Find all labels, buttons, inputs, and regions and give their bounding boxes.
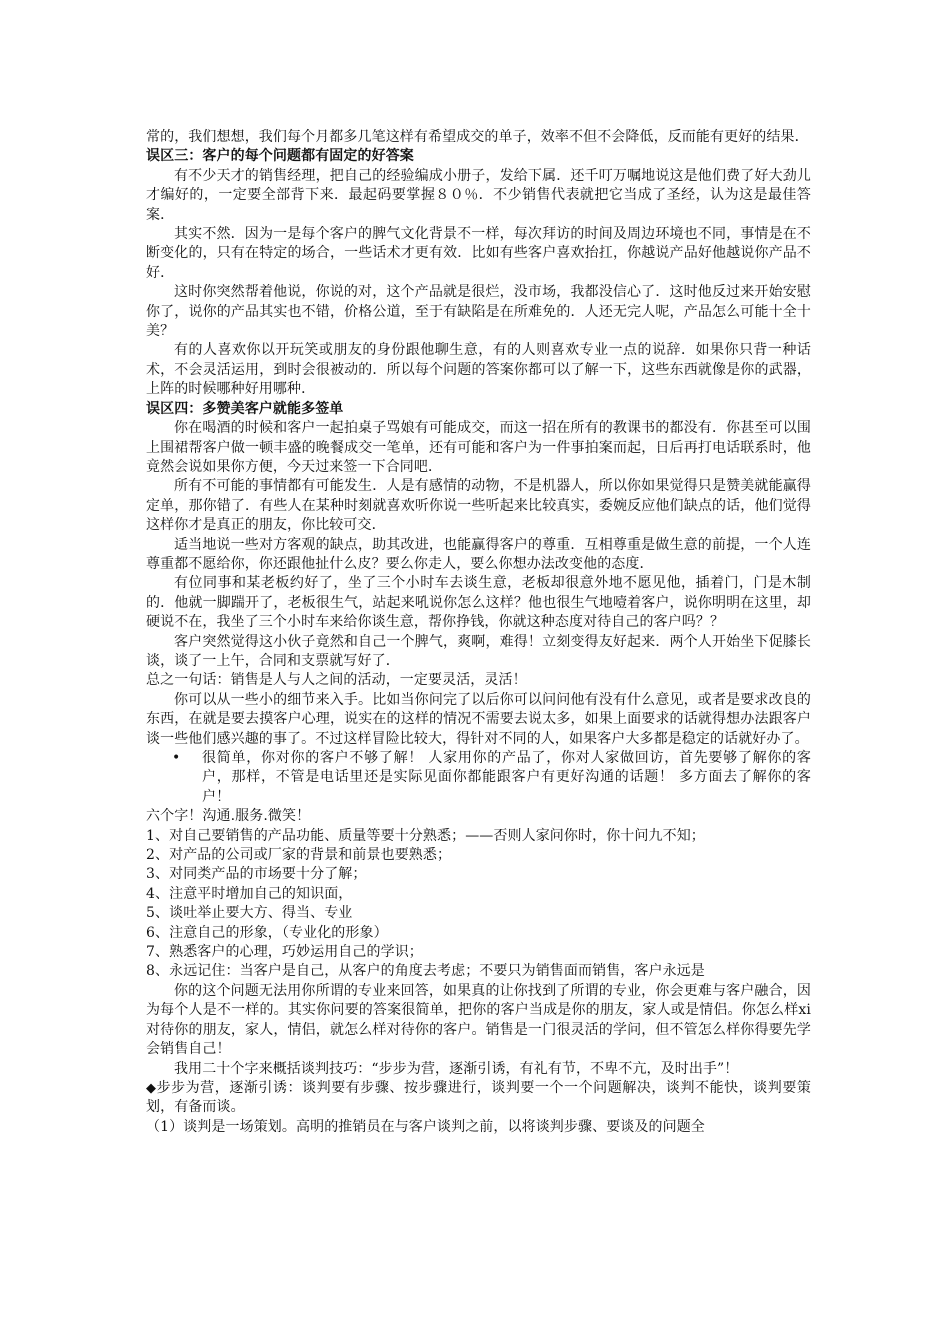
section-heading-3: 误区三：客户的每个问题都有固定的好答案 bbox=[146, 148, 414, 165]
summary-line: 总之一句话：销售是人与人之间的活动，一定要灵活，灵活！ bbox=[146, 672, 527, 689]
numbered-item-5: 5、谈吐举止要大方、得当、专业 bbox=[146, 905, 353, 922]
bullet-list bbox=[146, 749, 811, 807]
paragraph: 这时你突然帮着他说，你说的对，这个产品就是很烂，没市场，我都没信心了．这时他反过来开始安慰你了，说你的产品其实也不错，价格公道，至于有缺陷是在所难免的．人还无完人呢，产品怎么可能十全十美？ bbox=[146, 284, 811, 340]
paragraph: 有位同事和某老板约好了，坐了三个小时车去谈生意，老板却很意外地不愿见他，插着门，门是木制的．他就一脚踹开了，老板很生气，站起来吼说你怎么这样？他也很生气地噎着客户，说你明明在这里，却硬说不在，我坐了三个小时车来给你谈生意，帮你挣钱，你就这种态度对待自己的客户吗？？ bbox=[146, 575, 811, 631]
numbered-item-8: 8、永远记住：当客户是自己，从客户的角度去考虑；不要只为销售面而销售，客户永远是 bbox=[146, 963, 705, 980]
numbered-item-1: 1、对自己要销售的产品功能、质量等要十分熟悉；——否则人家问你时，你十问九不知； bbox=[146, 827, 705, 844]
paragraph: 有的人喜欢你以开玩笑或朋友的身份跟他聊生意，有的人则喜欢专业一点的说辞．如果你只背一种话术，不会灵活运用，到时会很被动的．所以每个问题的答案你都可以了解一下，这些东西就像是你的武器，上阵的时候哪种好用哪种． bbox=[146, 342, 811, 398]
paragraph: 有不少天才的销售经理，把自己的经验编成小册子，发给下属．还千叮万嘱地说这是他们费了好大劲儿才编好的，一定要全部背下来．最起码要掌握８０％．不少销售代表就把它当成了圣经，认为这是最佳答案． bbox=[146, 167, 811, 223]
paragraph: 所有不可能的事情都有可能发生．人是有感情的动物，不是机器人，所以你如果觉得只是赞美就能赢得定单，那你错了．有些人在某种时刻就喜欢听你说一些听起来比较真实，委婉反应他们缺点的话，他们觉得这样你才是真正的朋友，你比较可交． bbox=[146, 478, 811, 534]
numbered-item-6: 6、注意自己的形象，（专业化的形象） bbox=[146, 924, 388, 941]
numbered-item-4: 4、注意平时增加自己的知识面， bbox=[146, 885, 353, 902]
numbered-item-2: 2、对产品的公司或厂家的背景和前景也要熟悉； bbox=[146, 847, 452, 864]
paragraph: 六个字！沟通.服务.微笑！ bbox=[146, 808, 311, 825]
section-heading-4: 误区四：多赞美客户就能多签单 bbox=[146, 400, 344, 417]
document-page bbox=[146, 128, 811, 1137]
diamond-icon: ◆ bbox=[146, 1080, 157, 1096]
paragraph: 其实不然．因为一是每个客户的脾气文化背景不一样，每次拜访的时间及周边环境也不同，事情是在不断变化的，只有在特定的场合，一些话术才更有效．比如有些客户喜欢抬扛，你越说产品好他越说你产品不好． bbox=[146, 226, 811, 281]
paragraph-diamond bbox=[146, 1079, 811, 1118]
paragraph: 客户突然觉得这小伙子竟然和自己一个脾气，爽啊，难得！立刻变得友好起来．两个人开始坐下促膝长谈，谈了一上午，合同和支票就写好了． bbox=[146, 633, 811, 669]
paragraph-continued: 常的，我们想想，我们每个月都多几笔这样有希望成交的单子，效率不但不会降低，反而能有更好的结果． bbox=[146, 129, 809, 145]
paragraph-text: 步步为营，逐渐引诱：谈判要有步骤、按步骤进行，谈判要一个一个问题解决，谈判不能快，谈判要策划，有备而谈。 bbox=[146, 1079, 811, 1116]
list-item bbox=[146, 749, 811, 807]
paragraph: 你可以从一些小的细节来入手。比如当你问完了以后你可以问问他有没有什么意见，或者是要求改良的东西，在就是要去摸客户心理，说实在的这样的情况不需要去说太多，如果上面要求的话就得想办法跟客户谈一些他们感兴趣的事了。不过这样冒险比较大，得针对不同的人，如果客户大多都是稳定的话就好办了。 bbox=[146, 691, 811, 747]
paragraph: 我用二十个字来概括谈判技巧：“步步为营，逐渐引诱，有礼有节，不卑不亢，及时出手”！ bbox=[174, 1060, 739, 1077]
paragraph: 你在喝酒的时候和客户一起拍桌子骂娘有可能成交，而这一招在所有的教课书的都没有．你甚至可以围上围裙帮客户做一顿丰盛的晚餐成交一笔单，还有可能和客户为一件事拍案而起，日后再打电话联系时，他竟然会说如果你方便，今天过来签一下合同吧． bbox=[146, 420, 811, 475]
list-item-text: 很简单，你对你的客户不够了解！ 人家用你的产品了，你对人家做回访，首先要够了解你的客户，那样，不管是电话里还是实际见面你都能跟客户有更好沟通的话题！ 多方面去了解你的客户！ bbox=[202, 750, 811, 805]
numbered-item-7: 7、熟悉客户的心理，巧妙运用自己的学识； bbox=[146, 944, 423, 961]
bullet-icon: • bbox=[172, 750, 181, 766]
numbered-item-3: 3、对同类产品的市场要十分了解； bbox=[146, 866, 367, 883]
paragraph: 你的这个问题无法用你所谓的专业来回答，如果真的让你找到了所谓的专业，你会更难与客户融合，因为每个人是不一样的。其实你问要的答案很简单，把你的客户当成是你的朋友，家人或是情侣。你怎么样xi对待你的朋友，家人，情侣，就怎么样对待你的客户。销售是一门很灵活的学问，但不管怎么样你得要先学会销售自己！ bbox=[146, 982, 811, 1058]
paragraph: （1）谈判是一场策划。高明的推销员在与客户谈判之前，以将谈判步骤、要谈及的问题全 bbox=[146, 1118, 705, 1135]
paragraph: 适当地说一些对方客观的缺点，助其改进，也能赢得客户的尊重．互相尊重是做生意的前提，一个人连尊重都不愿给你，你还跟他扯什么皮？要么你走人，要么你想办法改变他的态度． bbox=[146, 536, 811, 572]
